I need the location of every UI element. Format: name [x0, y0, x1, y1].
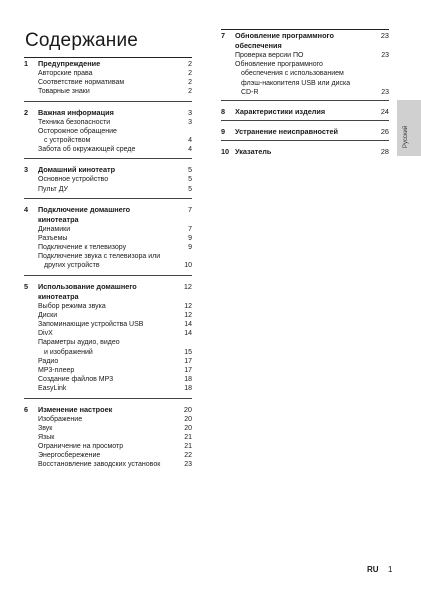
entry-page: 20	[184, 424, 192, 432]
section-heading[interactable]	[221, 147, 389, 157]
section-number: 7	[221, 31, 226, 40]
entry-title: Звук	[38, 424, 53, 432]
toc-entry[interactable]	[24, 329, 192, 338]
toc-entry[interactable]	[24, 69, 192, 78]
entry-title: Динамики	[38, 225, 71, 233]
entry-title: обеспечения с использованием	[241, 70, 344, 78]
entry-title: и изображений	[44, 348, 93, 356]
section-heading[interactable]	[24, 59, 192, 69]
entry-page: 7	[188, 225, 192, 233]
entry-page: 12	[184, 302, 192, 310]
toc-entry[interactable]	[24, 127, 192, 136]
entry-page: 15	[184, 348, 192, 356]
page-title: Содержание	[25, 30, 139, 51]
entry-page: 2	[188, 70, 192, 77]
toc-section	[221, 120, 389, 140]
entry-title: EasyLink	[38, 385, 67, 393]
toc-entry[interactable]	[221, 69, 389, 78]
toc-section	[221, 140, 389, 160]
section-number: 5	[24, 281, 29, 291]
section-heading[interactable]	[24, 108, 192, 118]
section-title: Предупреждение	[38, 59, 101, 68]
entry-page: 21	[184, 433, 192, 441]
section-title: Характеристики изделия	[235, 106, 326, 116]
section-page: 5	[187, 165, 192, 175]
section-title: Домашний кинотеатр	[38, 165, 116, 175]
section-number: 9	[221, 126, 226, 136]
entry-page: 18	[184, 376, 192, 384]
section-heading[interactable]	[221, 127, 389, 137]
toc-entry[interactable]	[24, 118, 192, 127]
section-title: Устранение неисправностей	[235, 126, 339, 136]
entry-page: 23	[381, 52, 389, 59]
entry-page: 2	[188, 88, 192, 96]
toc-entry[interactable]	[221, 79, 389, 88]
section-number: 6	[24, 404, 29, 414]
entry-page: 12	[184, 311, 192, 319]
entry-title: Запоминающие устройства USB	[38, 321, 144, 328]
footer-language: RU	[367, 565, 379, 574]
section-number: 4	[24, 204, 29, 214]
entry-title: DivX	[38, 330, 53, 338]
toc-entry[interactable]	[221, 88, 389, 97]
toc-section	[24, 398, 192, 474]
entry-page: 23	[184, 461, 192, 469]
section-number: 1	[24, 59, 29, 68]
section-title: Изменение настроек	[38, 404, 113, 414]
toc-section	[24, 158, 192, 197]
entry-page: 4	[188, 136, 192, 144]
toc-entry[interactable]	[24, 302, 192, 311]
entry-page: 23	[381, 88, 389, 96]
toc-section	[24, 198, 192, 275]
entry-title: Осторожное обращение	[38, 127, 117, 135]
toc-entry[interactable]	[24, 320, 192, 329]
entry-title: Параметры аудио, видео	[38, 339, 120, 347]
entry-page: 4	[188, 146, 192, 154]
entry-title: Товарные знаки	[38, 88, 90, 96]
toc-entry[interactable]	[24, 338, 192, 347]
toc-entry[interactable]	[221, 51, 389, 60]
entry-page: 9	[188, 234, 192, 242]
entry-title: Основное устройство	[38, 176, 109, 184]
entry-title: Проверка версии ПО	[235, 52, 304, 59]
entry-title: Энергосбережение	[38, 452, 101, 460]
toc-entry[interactable]	[24, 348, 192, 357]
toc-entry[interactable]	[24, 357, 192, 366]
section-page: 7	[187, 204, 192, 214]
entry-page: 17	[184, 357, 192, 365]
entry-title: с устройством	[44, 136, 91, 144]
toc-entry[interactable]	[221, 60, 389, 69]
toc-entry[interactable]	[24, 87, 192, 96]
toc-right-column	[221, 30, 389, 160]
toc-entry[interactable]	[24, 225, 192, 234]
entry-title: Восстановление заводских установок	[38, 461, 161, 469]
section-page: 28	[380, 146, 389, 156]
section-number: 8	[221, 106, 226, 116]
toc-entry[interactable]	[24, 460, 192, 469]
section-heading[interactable]	[24, 205, 192, 225]
entry-page: 18	[184, 385, 192, 393]
section-page: 23	[380, 31, 389, 40]
section-title: Использование домашнего кинотеатра	[38, 281, 137, 301]
toc-section	[24, 58, 192, 101]
toc-entry[interactable]	[24, 433, 192, 442]
entry-title: Разъемы	[38, 234, 68, 242]
entry-title: Подключение звука с телевизора или	[38, 253, 161, 261]
toc-section	[221, 100, 389, 120]
toc-entry[interactable]	[24, 375, 192, 384]
toc-entry[interactable]	[24, 366, 192, 375]
section-title: Важная информация	[38, 107, 114, 117]
section-number: 10	[221, 146, 230, 156]
entry-page: 5	[188, 185, 192, 193]
section-heading[interactable]	[24, 282, 192, 302]
toc-entry[interactable]	[24, 252, 192, 261]
section-page: 3	[187, 107, 192, 117]
toc-entry[interactable]	[24, 384, 192, 393]
entry-title: Подключение к телевизору	[38, 244, 127, 252]
section-title: Обновление программного обеспечения	[235, 31, 334, 50]
section-page: 24	[380, 106, 389, 116]
entry-page: 17	[184, 366, 192, 374]
section-heading[interactable]	[24, 405, 192, 415]
toc-entry[interactable]	[24, 261, 192, 270]
section-title: Указатель	[235, 146, 272, 156]
entry-page: 20	[184, 415, 192, 423]
toc-entry[interactable]	[24, 78, 192, 87]
entry-title: CD-R	[241, 88, 259, 96]
entry-title: Пульт ДУ	[38, 185, 68, 193]
entry-page: 21	[184, 443, 192, 451]
section-number: 3	[24, 165, 29, 175]
entry-title: Изображение	[38, 415, 83, 423]
entry-title: Соответствие нормативам	[38, 79, 125, 87]
entry-title: Обновление программного	[235, 61, 323, 69]
entry-title: Техника безопасности	[38, 118, 111, 126]
entry-title: Диски	[38, 311, 58, 319]
section-heading[interactable]	[221, 31, 389, 51]
section-page: 26	[380, 126, 389, 136]
entry-page: 9	[188, 244, 192, 252]
entry-page: 3	[188, 118, 192, 126]
section-number: 2	[24, 107, 29, 117]
entry-title: других устройств	[44, 262, 100, 270]
side-tab-label: Русский	[403, 125, 409, 148]
entry-title: MP3-плеер	[38, 366, 75, 374]
entry-page: 14	[184, 330, 192, 338]
entry-title: флэш-накопителя USB или диска	[241, 79, 351, 87]
toc-entry[interactable]	[24, 234, 192, 243]
entry-title: Язык	[38, 433, 55, 441]
entry-title: Авторские права	[38, 70, 93, 77]
entry-title: Забота об окружающей среде	[38, 146, 136, 154]
toc-entry[interactable]	[24, 185, 192, 194]
section-heading[interactable]	[24, 165, 192, 175]
toc-entry[interactable]	[24, 175, 192, 184]
section-page: 20	[183, 404, 192, 414]
entry-title: Ограничение на просмотр	[38, 443, 124, 451]
toc-entry[interactable]	[24, 311, 192, 320]
entry-page: 10	[184, 262, 192, 270]
toc-section	[24, 101, 192, 159]
section-title: Подключение домашнего кинотеатра	[38, 204, 131, 224]
entry-title: Создание файлов MP3	[38, 376, 114, 384]
page-number: 1	[388, 565, 393, 574]
entry-title: Выбор режима звука	[38, 302, 106, 310]
section-page: 2	[187, 59, 192, 68]
entry-page: 22	[184, 452, 192, 460]
toc-entry[interactable]	[24, 442, 192, 451]
toc-entry[interactable]	[24, 243, 192, 252]
toc-entry[interactable]	[24, 451, 192, 460]
section-heading[interactable]	[221, 107, 389, 117]
toc-left-column	[24, 58, 192, 474]
section-page: 12	[183, 281, 192, 291]
toc-entry[interactable]	[24, 145, 192, 154]
toc-entry[interactable]	[24, 415, 192, 424]
toc-entry[interactable]	[24, 136, 192, 145]
entry-page: 5	[188, 176, 192, 184]
entry-page: 14	[184, 321, 192, 328]
toc-section	[221, 30, 389, 100]
toc-section	[24, 275, 192, 398]
entry-title: Радио	[38, 357, 59, 365]
language-side-tab	[397, 100, 421, 156]
entry-page: 2	[188, 79, 192, 87]
toc-entry[interactable]	[24, 424, 192, 433]
